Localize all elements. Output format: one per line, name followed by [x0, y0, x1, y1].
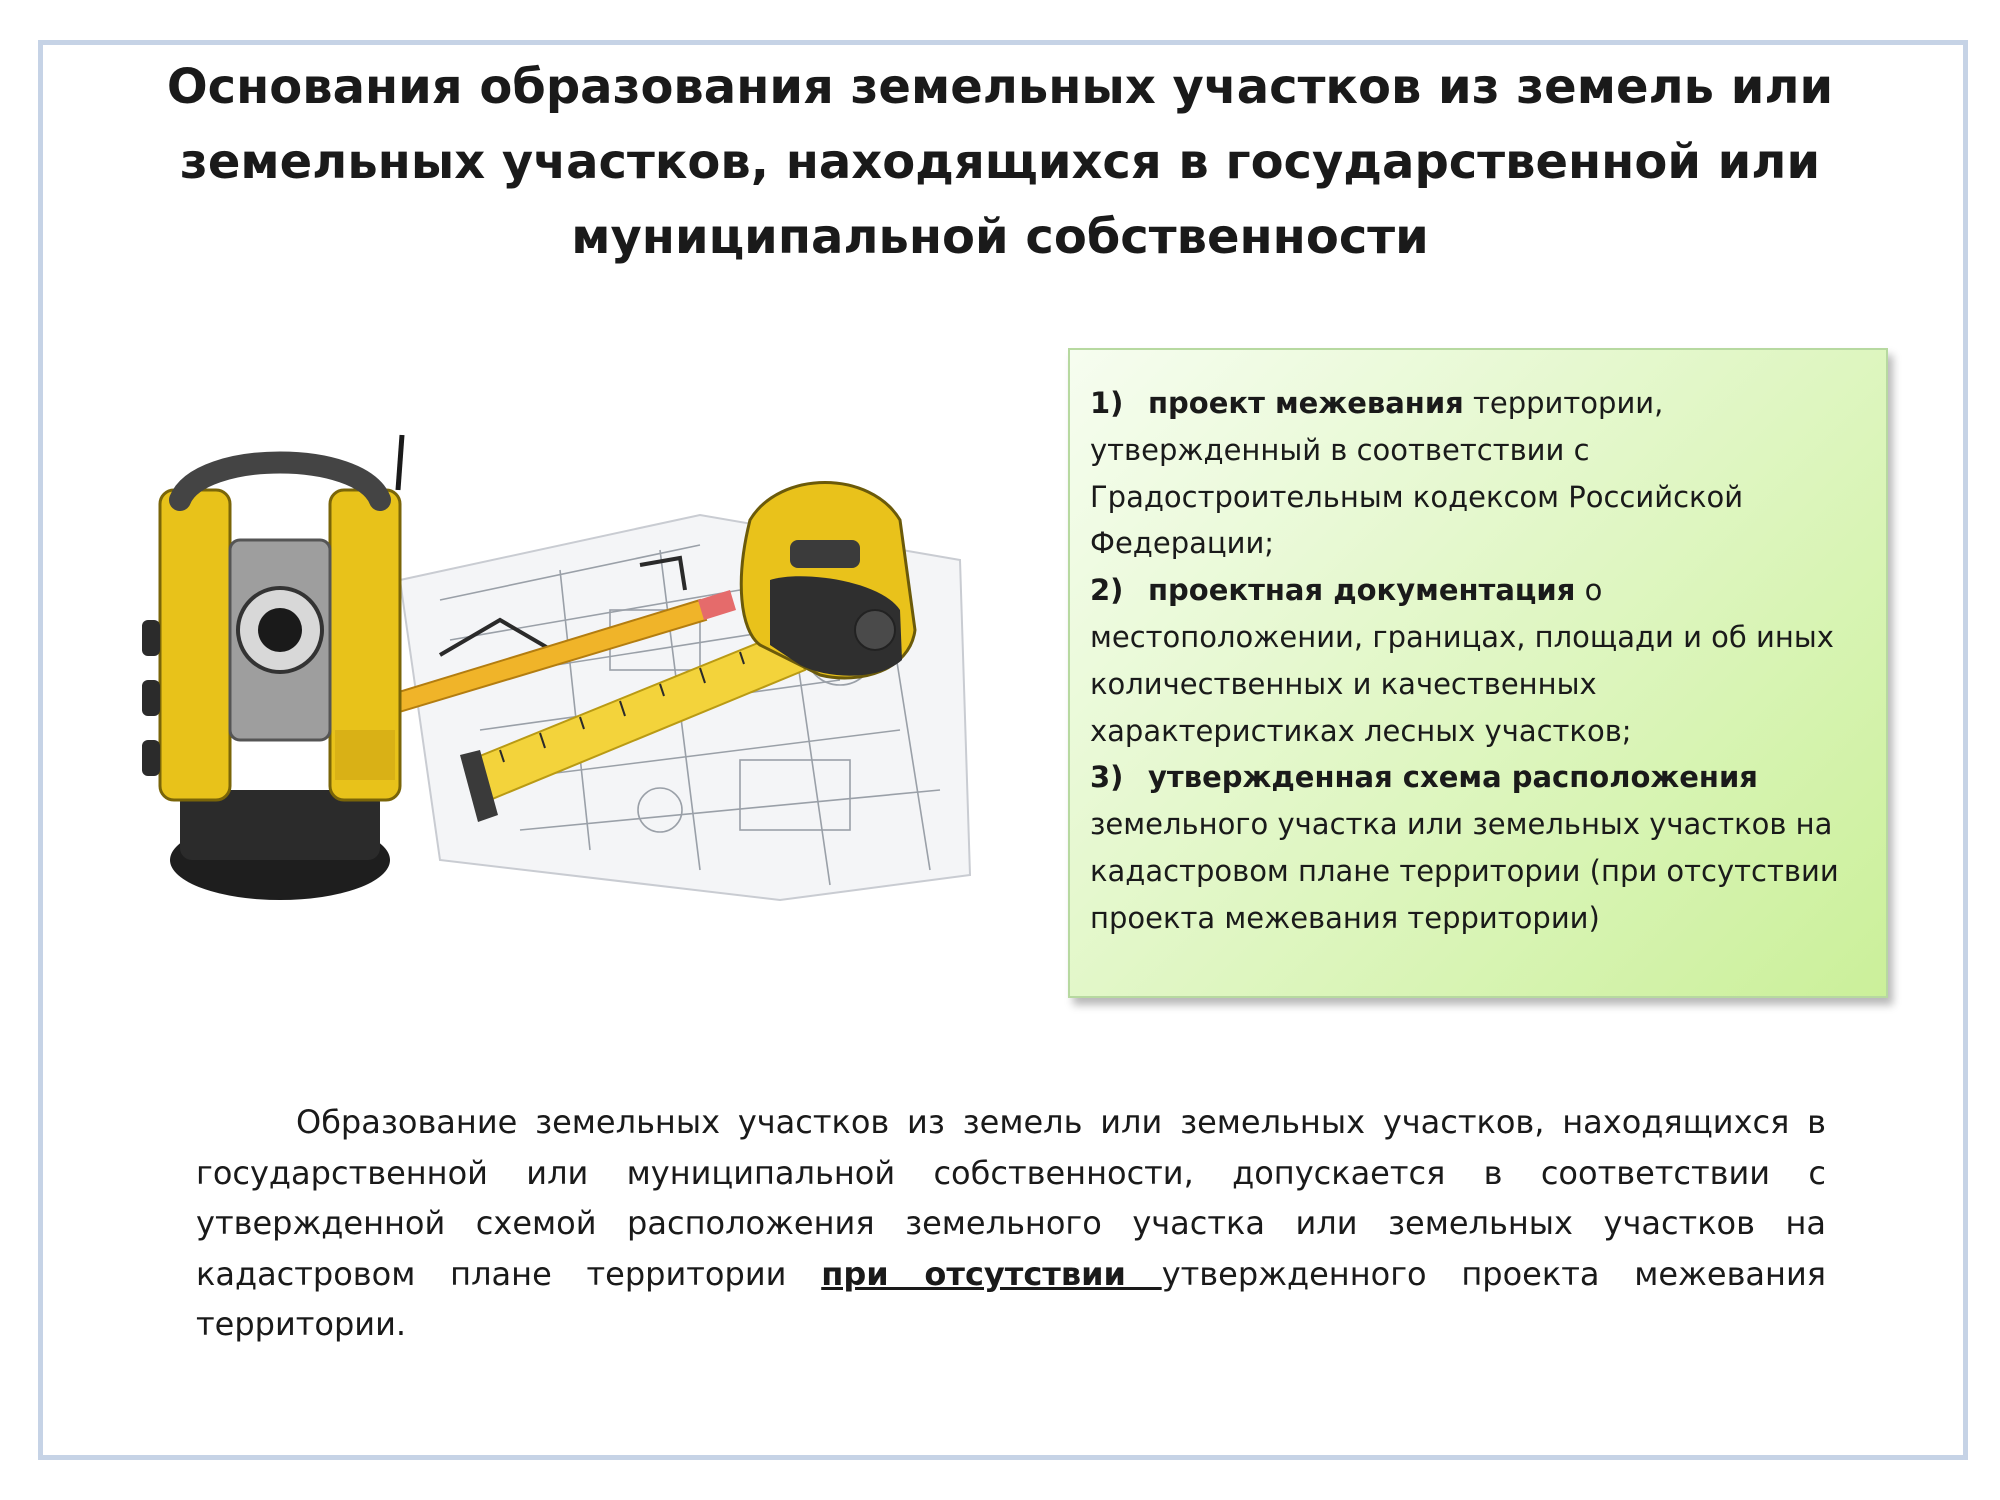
list-item-text: о местоположении, границах, площади и об иных количественных и качественных характеристиках лесных участков;: [1090, 573, 1834, 748]
list-item: [1090, 567, 1866, 754]
list-item: [1090, 754, 1866, 941]
list-item-number: 1): [1090, 386, 1124, 420]
list-item-number: 3): [1090, 760, 1124, 795]
tape-measure-case: [741, 483, 915, 679]
paragraph-underlined-phrase: при отсутствии: [821, 1254, 1162, 1293]
list-item-keyword: проект межевания: [1148, 386, 1464, 420]
paragraph-text-start: Образование земельных участков из земель или земельных участков, находящихся в государственной или муниципальной собственности, допускается в соответствии с утвержденной схемой расположения земельного участка или земельных участков на кадастровом плане территории: [196, 1103, 1826, 1293]
list-item: [1090, 380, 1866, 567]
surveying-tools-illustration: [140, 430, 980, 910]
list-item-keyword: проектная документация: [1148, 573, 1576, 608]
list-item-keyword: утвержденная схема расположения: [1148, 760, 1758, 795]
list-item-text: территории, утвержденный в соответствии с Градостроительным кодексом Российской Федерации;: [1090, 386, 1744, 561]
basis-list-box: [1068, 348, 1888, 998]
body-paragraph: [196, 1097, 1826, 1350]
total-station-instrument: [142, 435, 402, 900]
list-item-number: 2): [1090, 573, 1124, 608]
paragraph-text-end: утвержденного проекта межевания территории.: [196, 1254, 1827, 1343]
list-item-text: земельного участка или земельных участков на кадастровом плане территории (при отсутствии проекта межевания территории): [1090, 807, 1839, 935]
slide-title: Основания образования земельных участков из земель или земельных участков, находящихся в государственной или муниципальной собственности: [166, 59, 1834, 265]
